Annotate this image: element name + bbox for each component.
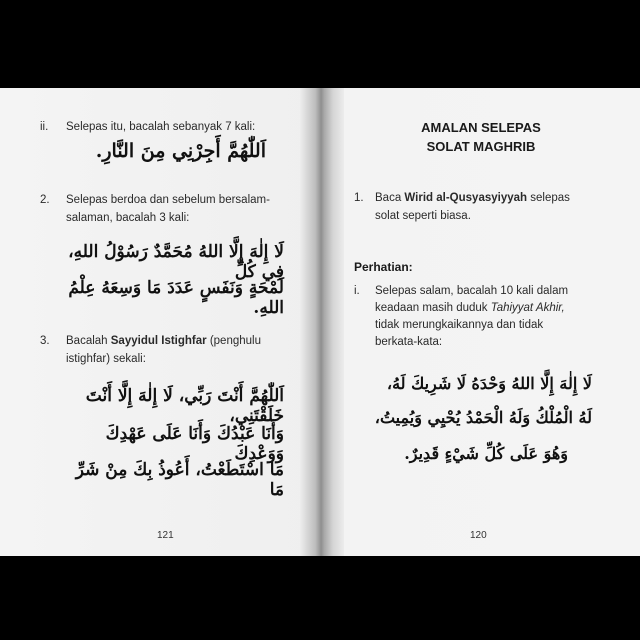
arabic-prayer: وَهُوَ عَلَى كُلِّ شَيْءٍ قَدِيرٌ. [404, 444, 568, 463]
item-text [66, 333, 261, 350]
arabic-prayer: اَللّٰهُمَّ أَنْتَ رَبِّي، لَا إِلٰهَ إِلَّا أَنْتَ خَلَقْتَنِي، [85, 386, 284, 426]
item-text [375, 190, 570, 207]
item-text-part: (penghulu [206, 335, 261, 347]
arabic-prayer: لَا إِلٰهَ إِلَّا اللهُ مُحَمَّدٌ رَسُوْلُ اللهِ، فِي كُلِّ [68, 242, 284, 282]
item-text-part: selepas [527, 192, 570, 204]
item-marker: 2. [40, 194, 50, 206]
section-heading: Perhatian: [354, 260, 413, 274]
arabic-prayer: وَأَنَا عَبْدُكَ وَأَنَا عَلَى عَهْدِكَ وَوَعْدِكَ [105, 424, 284, 464]
arabic-prayer: لَمْحَةٍ وَنَفَسٍ عَدَدَ مَا وَسِعَهُ عِلْمُ اللهِ. [68, 278, 284, 318]
item-text: Selepas itu, bacalah sebanyak 7 kali: [66, 121, 256, 133]
arabic-prayer: لَا إِلٰهَ إِلَّا اللهُ وَحْدَهُ لَا شَرِيكَ لَهُ، [386, 374, 592, 393]
item-text-bold: Sayyidul Istighfar [110, 335, 207, 347]
item-text: istighfar) sekali: [66, 353, 146, 365]
item-text: Selepas salam, bacalah 10 kali dalam [375, 285, 569, 297]
item-marker: i. [354, 285, 360, 297]
item-text [375, 300, 565, 317]
page-number: 121 [157, 530, 174, 541]
arabic-prayer: لَهُ الْمُلْكُ وَلَهُ الْحَمْدُ يُحْيِي وَيُمِيتُ، [374, 408, 592, 427]
arabic-prayer: مَا اسْتَطَعْتُ، أَعُوذُ بِكَ مِنْ شَرِّ مَا [75, 460, 284, 500]
item-marker: ii. [40, 121, 49, 133]
item-marker: 3. [40, 335, 50, 347]
item-marker: 1. [354, 192, 364, 204]
item-text-part: keadaan masih duduk [375, 302, 491, 314]
item-text: berkata-kata: [375, 336, 443, 348]
page-number: 120 [470, 530, 487, 541]
item-text-part: Bacalah [66, 335, 111, 347]
item-text: tidak merungkaikannya dan tidak [375, 319, 544, 331]
page-title: SOLAT MAGHRIB [426, 139, 536, 154]
item-text-part: Baca [375, 192, 405, 204]
item-text: salaman, bacalah 3 kali: [66, 212, 190, 224]
page-title: AMALAN SELEPAS [421, 120, 541, 135]
item-text: solat seperti biasa. [375, 210, 471, 222]
arabic-prayer: اَللّٰهُمَّ أَجِرْنِي مِنَ النَّارِ. [95, 140, 266, 162]
item-text-italic: Tahiyyat Akhir, [490, 302, 565, 314]
book-gutter [300, 88, 344, 556]
item-text: Selepas berdoa dan sebelum bersalam- [66, 194, 270, 206]
item-text-bold: Wirid al-Qusyasyiyyah [404, 192, 528, 204]
